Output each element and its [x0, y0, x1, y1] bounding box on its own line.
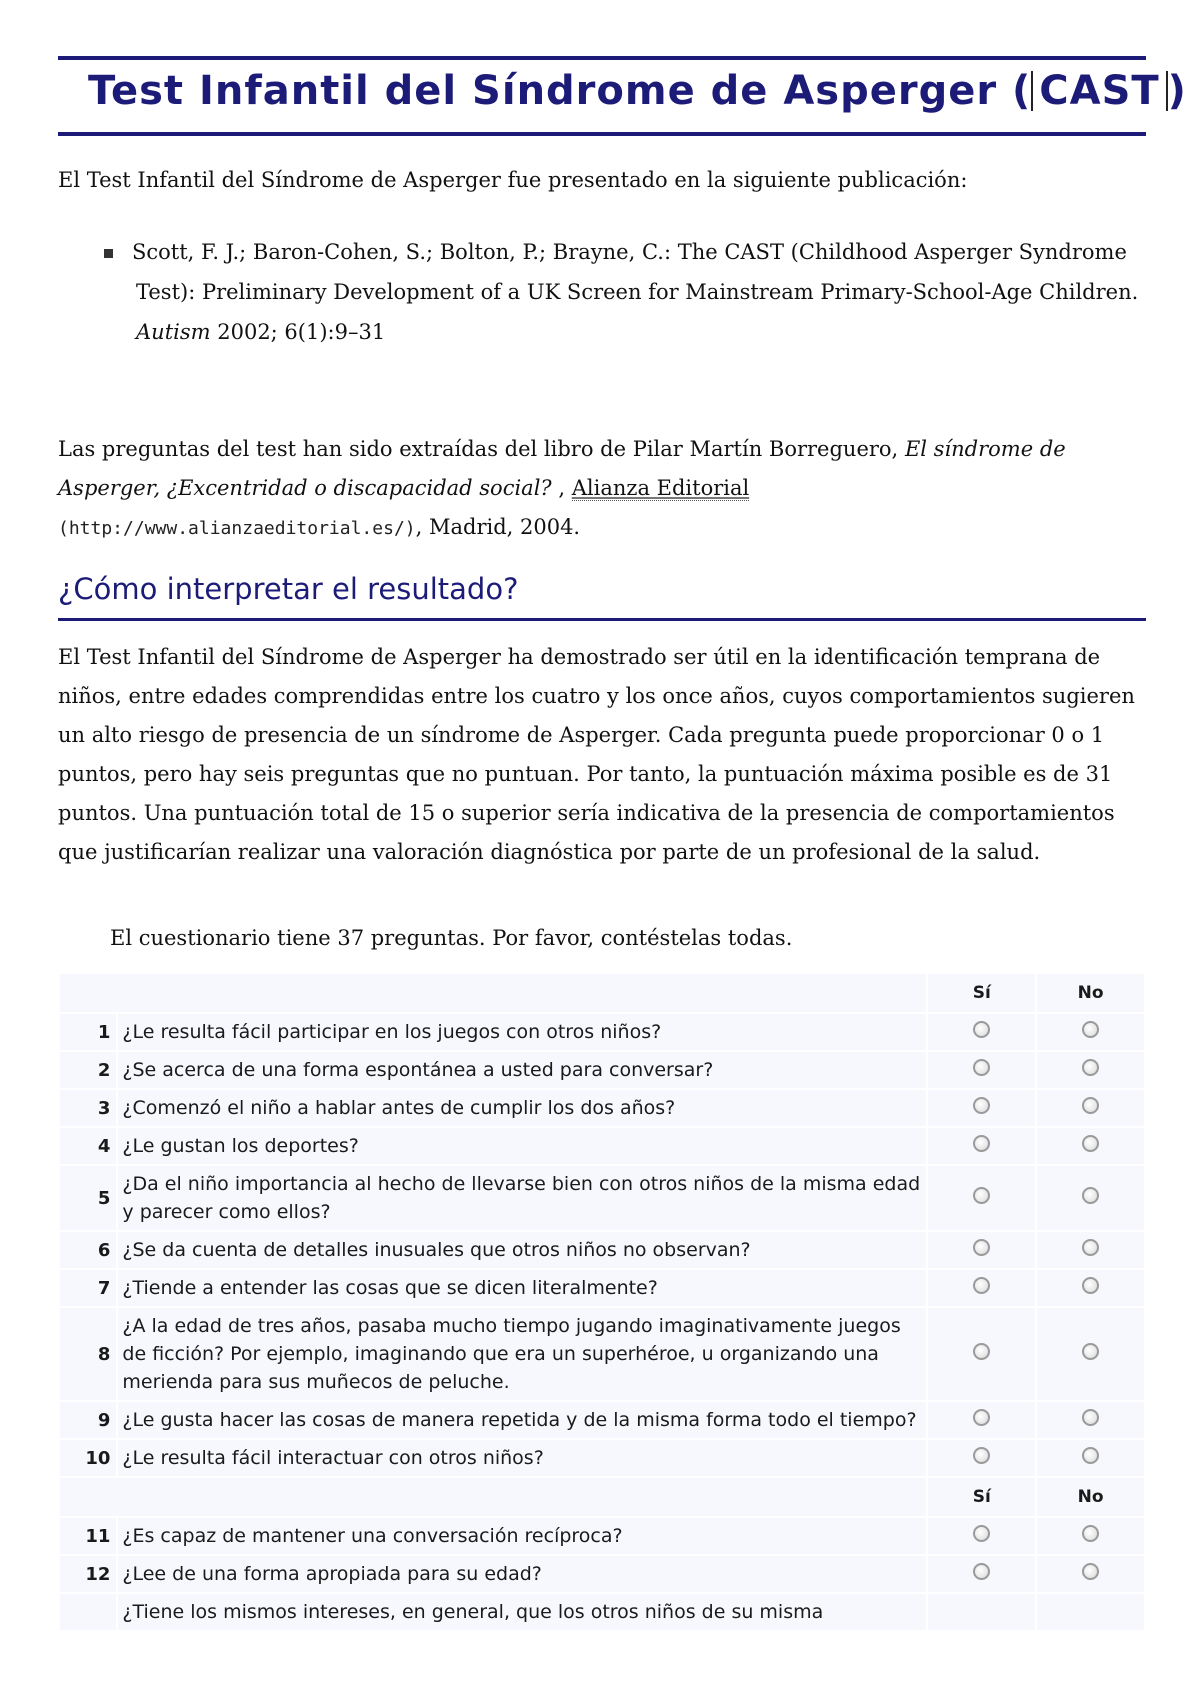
explanation-text: El Test Infantil del Síndrome de Asperger ha demostrado ser útil en la identificación temprana de niños, entre edades comprendidas entre los cuatro y los once años, cuyos comportamientos sugieren un alto riesgo de presencia de un síndrome de Asperger. Cada pregunta puede proporcionar 0 o 1 puntos, pero hay seis preguntas que no puntuan. Por tanto, la puntuación máxima posible es de 31 puntos. Una puntuación total de 15 o superior sería indicativa de la presencia de comportamientos que justificarían realizar una valoración diagnóstica por parte de un profesional de la salud. — [58, 645, 1135, 864]
answer-cell-no — [1037, 1270, 1144, 1306]
answer-cell-no — [1037, 1440, 1144, 1476]
answer-yes-radio[interactable] — [973, 1277, 990, 1294]
question-text: ¿Se da cuenta de detalles inusuales que otros niños no observan? — [118, 1232, 926, 1268]
question-text: ¿Le resulta fácil interactuar con otros niños? — [118, 1440, 926, 1476]
answer-no-radio[interactable] — [1082, 1277, 1099, 1294]
header-yes: Sí — [928, 974, 1035, 1012]
book-tail: , Madrid, 2004. — [415, 515, 581, 539]
answer-no-radio[interactable] — [1082, 1187, 1099, 1204]
answer-cell-yes — [928, 1090, 1035, 1126]
question-text: ¿A la edad de tres años, pasaba mucho tiempo jugando imaginativamente juegos de ficción? Por ejemplo, imaginando que era un superhéroe, u organizando una merienda para sus muñecos de peluche. — [118, 1308, 926, 1400]
answer-yes-radio[interactable] — [973, 1135, 990, 1152]
answer-no-radio[interactable] — [1082, 1563, 1099, 1580]
section-heading: ¿Cómo interpretar el resultado? — [58, 572, 519, 606]
question-row — [60, 1556, 1144, 1592]
questionnaire-body — [60, 974, 1144, 1630]
question-row — [60, 1270, 1144, 1306]
intro-text: El Test Infantil del Síndrome de Asperger fue presentado en la siguiente publicación: — [58, 168, 968, 192]
answer-cell-yes — [928, 1556, 1035, 1592]
question-number: 9 — [60, 1402, 116, 1438]
title-banner — [58, 56, 1187, 136]
answer-yes-radio[interactable] — [973, 1525, 990, 1542]
section-heading-wrap — [58, 568, 1146, 621]
question-text: ¿Le gusta hacer las cosas de manera repetida y de la misma forma todo el tiempo? — [118, 1402, 926, 1438]
question-text: ¿Es capaz de mantener una conversación recíproca? — [118, 1518, 926, 1554]
question-number: 3 — [60, 1090, 116, 1126]
answer-cell-no — [1037, 1556, 1144, 1592]
question-number: 6 — [60, 1232, 116, 1268]
book-separator: , — [551, 476, 566, 500]
answer-no-radio[interactable] — [1082, 1525, 1099, 1542]
question-row — [60, 1128, 1144, 1164]
answer-yes-radio[interactable] — [973, 1097, 990, 1114]
answer-cell-yes — [928, 1270, 1035, 1306]
page — [58, 56, 1187, 1623]
book-lead: Las preguntas del test han sido extraídas del libro de Pilar Martín Borreguero, — [58, 437, 899, 461]
question-text: ¿Tiende a entender las cosas que se dicen literalmente? — [118, 1270, 926, 1306]
answer-no-radio[interactable] — [1082, 1343, 1099, 1360]
header-no: No — [1037, 974, 1144, 1012]
answer-no-radio[interactable] — [1082, 1135, 1099, 1152]
answer-cell-yes — [928, 1594, 1035, 1630]
question-row — [60, 1402, 1144, 1438]
reference-item — [104, 232, 1144, 352]
question-number: 5 — [60, 1166, 116, 1230]
answer-no-radio[interactable] — [1082, 1447, 1099, 1464]
answer-yes-radio[interactable] — [973, 1343, 990, 1360]
answer-no-radio[interactable] — [1082, 1059, 1099, 1076]
reference-authors: Scott, F. J.; Baron-Cohen, S.; Bolton, P.; Brayne, C.: The CAST (Childhood Asperger Syndrome Test): Preliminary Development of a UK Screen for Mainstream Primary-School-Age Children. — [132, 240, 1139, 304]
reference-journal: Autism — [136, 320, 211, 344]
answer-yes-radio[interactable] — [973, 1409, 990, 1426]
answer-cell-yes — [928, 1128, 1035, 1164]
question-row — [60, 1518, 1144, 1554]
header-no: No — [1037, 1478, 1144, 1516]
answer-no-radio[interactable] — [1082, 1409, 1099, 1426]
answer-cell-yes — [928, 1014, 1035, 1050]
questionnaire-note: El cuestionario tiene 37 preguntas. Por favor, contéstelas todas. — [110, 926, 793, 950]
page-title — [88, 68, 1187, 114]
header-yes: Sí — [928, 1478, 1035, 1516]
questionnaire-table — [58, 972, 1146, 1632]
answer-yes-radio[interactable] — [973, 1059, 990, 1076]
question-number: 7 — [60, 1270, 116, 1306]
question-text: ¿Le gustan los deportes? — [118, 1128, 926, 1164]
header-blank — [60, 974, 926, 1012]
question-row — [60, 1052, 1144, 1088]
question-row — [60, 1440, 1144, 1476]
title-text: Test Infantil del Síndrome de Asperger ( — [88, 68, 1032, 114]
question-row — [60, 1594, 1144, 1630]
answer-cell-no — [1037, 1308, 1144, 1400]
publisher-url: (http://www.alianzaeditorial.es/) — [58, 518, 416, 539]
question-text: ¿Tiene los mismos intereses, en general, que los otros niños de su misma — [118, 1594, 926, 1630]
answer-cell-yes — [928, 1440, 1035, 1476]
book-source — [58, 430, 1146, 548]
answer-cell-yes — [928, 1232, 1035, 1268]
question-text: ¿Se acerca de una forma espontánea a usted para conversar? — [118, 1052, 926, 1088]
answer-yes-radio[interactable] — [973, 1239, 990, 1256]
column-header-row — [60, 974, 1144, 1012]
answer-cell-no — [1037, 1402, 1144, 1438]
publisher-link[interactable]: Alianza Editorial — [571, 476, 750, 500]
answer-no-radio[interactable] — [1082, 1239, 1099, 1256]
question-row — [60, 1014, 1144, 1050]
reference-list — [104, 232, 1144, 352]
title-close: ) — [1167, 68, 1187, 114]
question-number: 11 — [60, 1518, 116, 1554]
question-number: 10 — [60, 1440, 116, 1476]
answer-cell-yes — [928, 1166, 1035, 1230]
title-abbreviation: CAST — [1031, 71, 1167, 111]
answer-cell-no — [1037, 1090, 1144, 1126]
answer-yes-radio[interactable] — [973, 1447, 990, 1464]
answer-cell-yes — [928, 1518, 1035, 1554]
header-blank — [60, 1478, 926, 1516]
answer-no-radio[interactable] — [1082, 1021, 1099, 1038]
question-number: 2 — [60, 1052, 116, 1088]
answer-cell-no — [1037, 1518, 1144, 1554]
question-row — [60, 1232, 1144, 1268]
question-row — [60, 1166, 1144, 1230]
question-text: ¿Lee de una forma apropiada para su edad? — [118, 1556, 926, 1592]
question-text: ¿Le resulta fácil participar en los juegos con otros niños? — [118, 1014, 926, 1050]
column-header-row — [60, 1478, 1144, 1516]
question-number: 1 — [60, 1014, 116, 1050]
answer-cell-no — [1037, 1128, 1144, 1164]
answer-cell-yes — [928, 1308, 1035, 1400]
reference-details: 2002; 6(1):9–31 — [217, 320, 386, 344]
answer-cell-no — [1037, 1166, 1144, 1230]
question-text: ¿Comenzó el niño a hablar antes de cumplir los dos años? — [118, 1090, 926, 1126]
answer-cell-no — [1037, 1052, 1144, 1088]
answer-cell-no — [1037, 1232, 1144, 1268]
answer-cell-no — [1037, 1014, 1144, 1050]
question-number — [60, 1594, 116, 1630]
answer-yes-radio[interactable] — [973, 1021, 990, 1038]
answer-no-radio[interactable] — [1082, 1097, 1099, 1114]
question-number: 4 — [60, 1128, 116, 1164]
book-title: El síndrome de Asperger, ¿Excentridad o discapacidad social? — [58, 437, 1066, 500]
question-number: 8 — [60, 1308, 116, 1400]
answer-cell-no — [1037, 1594, 1144, 1630]
question-text: ¿Da el niño importancia al hecho de llevarse bien con otros niños de la misma edad y parecer como ellos? — [118, 1166, 926, 1230]
answer-cell-yes — [928, 1052, 1035, 1088]
answer-yes-radio[interactable] — [973, 1187, 990, 1204]
question-row — [60, 1308, 1144, 1400]
answer-yes-radio[interactable] — [973, 1563, 990, 1580]
answer-cell-yes — [928, 1402, 1035, 1438]
question-row — [60, 1090, 1144, 1126]
question-number: 12 — [60, 1556, 116, 1592]
